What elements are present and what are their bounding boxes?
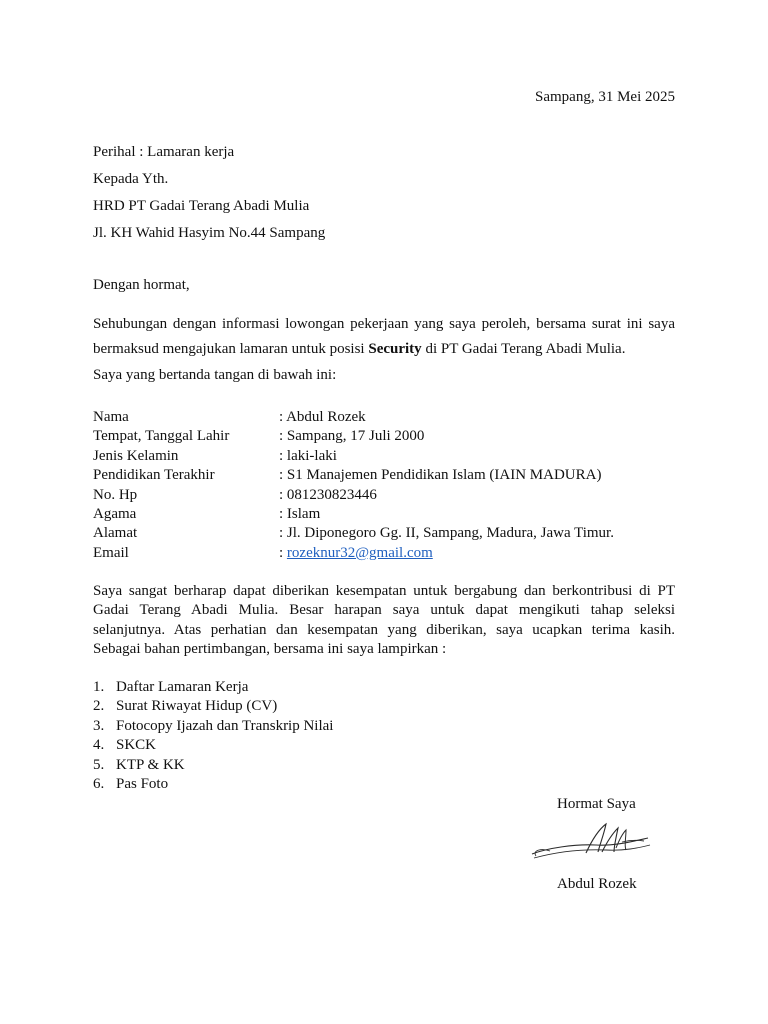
identity-value: : 081230823446 xyxy=(279,486,377,503)
identity-table xyxy=(93,408,675,563)
closing-paragraph-line: Sebagai bahan pertimbangan, bersama ini saya lampirkan : xyxy=(93,641,447,658)
identity-label: Nama xyxy=(93,409,129,425)
identity-row xyxy=(93,486,675,505)
identity-row xyxy=(93,408,675,427)
identity-row xyxy=(93,544,675,563)
letter-date: Sampang, 31 Mei 2025 xyxy=(535,89,675,105)
identity-label: Alamat xyxy=(93,525,138,542)
identity-row xyxy=(93,524,675,543)
list-number: 2. xyxy=(93,698,105,715)
closing-paragraph-line: Saya sangat berharap dapat diberikan kesempatan untuk bergabung dan berkontribusi di PT xyxy=(93,583,675,599)
list-number: 3. xyxy=(93,717,105,734)
list-number: 1. xyxy=(93,679,105,695)
recipient-greeting: Kepada Yth. xyxy=(93,171,169,187)
recipient-address: Jl. KH Wahid Hasyim No.44 Sampang xyxy=(93,225,326,241)
intro-paragraph-line: Saya yang bertanda tangan di bawah ini: xyxy=(93,367,337,383)
identity-label: Email xyxy=(93,544,129,561)
position-name: Security xyxy=(368,341,422,357)
recipient-name: HRD PT Gadai Terang Abadi Mulia xyxy=(93,198,310,214)
list-text: Daftar Lamaran Kerja xyxy=(116,679,249,695)
closing-paragraph-line: Gadai Terang Abadi Mulia. Besar harapan saya untuk dapat mengikuti tahap seleksi xyxy=(93,602,675,619)
list-text: SKCK xyxy=(116,737,157,754)
identity-value: : S1 Manajemen Pendidikan Islam (IAIN MADURA) xyxy=(279,467,602,484)
email-link[interactable]: rozeknur32@gmail.com xyxy=(286,544,433,561)
list-text: Pas Foto xyxy=(116,775,169,792)
closing-paragraph-line: selanjutnya. Atas perhatian dan kesempatan yang diberikan, saya ucapkan terima kasih. xyxy=(93,621,675,638)
identity-label: Agama xyxy=(93,505,137,522)
identity-row xyxy=(93,427,675,446)
identity-value: : laki-laki xyxy=(279,447,337,464)
list-item xyxy=(93,697,493,716)
list-item xyxy=(93,775,493,794)
intro-text: di PT Gadai Terang Abadi Mulia. xyxy=(421,341,626,357)
identity-label: Tempat, Tanggal Lahir xyxy=(93,428,230,445)
identity-value xyxy=(279,544,675,563)
identity-value: : Sampang, 17 Juli 2000 xyxy=(279,428,425,445)
identity-value: : Islam xyxy=(279,505,321,522)
list-text: KTP & KK xyxy=(116,756,185,773)
identity-label: Jenis Kelamin xyxy=(93,447,179,464)
closing-paragraph xyxy=(93,582,675,660)
identity-row xyxy=(93,505,675,524)
list-number: 4. xyxy=(93,737,105,754)
list-item xyxy=(93,678,493,697)
closing-greeting: Hormat Saya xyxy=(557,796,636,812)
salutation: Dengan hormat, xyxy=(93,277,190,293)
attachment-list xyxy=(93,678,493,794)
list-text: Surat Riwayat Hidup (CV) xyxy=(116,698,278,715)
intro-paragraph-line: Sehubungan dengan informasi lowongan pekerjaan yang saya peroleh, bersama surat ini saya xyxy=(93,316,675,332)
identity-value: : Abdul Rozek xyxy=(279,409,366,425)
signer-name: Abdul Rozek xyxy=(557,876,637,892)
email-prefix: : xyxy=(279,544,287,561)
identity-row xyxy=(93,447,675,466)
list-number: 6. xyxy=(93,775,105,792)
list-item xyxy=(93,756,493,775)
intro-text: bermaksud mengajukan lamaran untuk posisi xyxy=(93,341,369,357)
identity-value: : Jl. Diponegoro Gg. II, Sampang, Madura, Jawa Timur. xyxy=(279,525,614,542)
intro-paragraph-line xyxy=(93,340,675,358)
identity-label: Pendidikan Terakhir xyxy=(93,467,215,484)
identity-label: No. Hp xyxy=(93,486,138,503)
identity-row xyxy=(93,466,675,485)
list-number: 5. xyxy=(93,756,105,773)
list-text: Fotocopy Ijazah dan Transkrip Nilai xyxy=(116,717,334,734)
signature-image xyxy=(526,818,656,868)
subject-line: Perihal : Lamaran kerja xyxy=(93,144,235,160)
list-item xyxy=(93,736,493,755)
list-item xyxy=(93,717,493,736)
